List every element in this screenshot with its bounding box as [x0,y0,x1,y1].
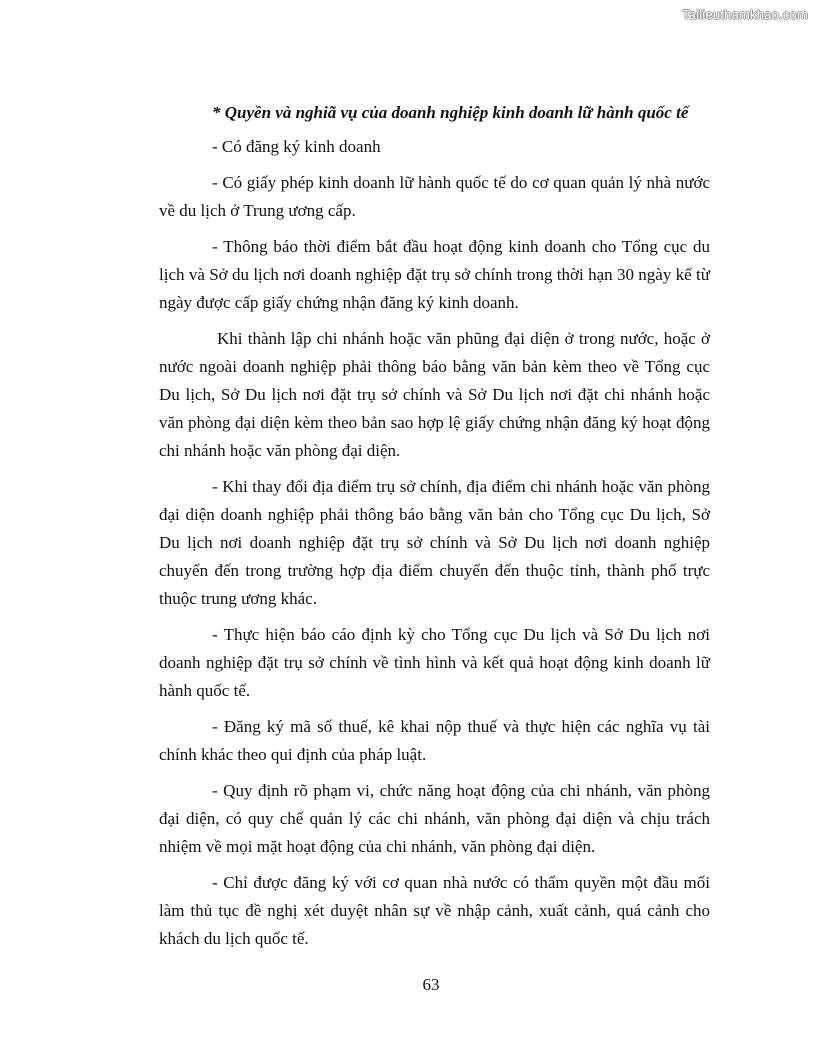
section-heading: * Quyền và nghiã vụ của doanh nghiệp kinh doanh lữ hành quốc tế [212,103,689,122]
watermark: Tailieuthamkhao.com [682,7,808,22]
paragraph-3: - Thông báo thời điểm bắt đầu hoạt động kinh doanh cho Tổng cục du lịch và Sở du lịch nơi doanh nghiệp đặt trụ sở chính trong thời hạn 30 ngày kể từ ngày được cấp giấy chứng nhận đăng ký kinh doanh. [159,237,710,312]
paragraph-8: - Quy định rõ phạm vi, chức năng hoạt động của chi nhánh, văn phòng đại diện, có quy chế quản lý các chi nhánh, văn phòng đại diện và chịu trách nhiệm về mọi mặt hoạt động của chi nhánh, văn phòng đại diện. [159,781,710,856]
document-body [159,99,710,961]
paragraph-5: - Khi thay đổi địa điểm trụ sở chính, địa điểm chi nhánh hoặc văn phòng đại diện doanh nghiệp phải thông báo bằng văn bản cho Tổng cục Du lịch, Sở Du lịch nơi doanh nghiệp đặt trụ sở chính và Sở Du lịch nơi doanh nghiệp chuyển đến trong trường hợp địa điểm chuyển đến thuộc tỉnh, thành phố trực thuộc trung ương khác. [159,477,710,608]
page-number: 63 [422,975,440,994]
paragraph-6: - Thực hiện báo cáo định kỳ cho Tổng cục Du lịch và Sở Du lịch nơi doanh nghiệp đặt trụ sở chính về tình hình và kết quả hoạt động kinh doanh lữ hành quốc tế. [159,625,710,700]
paragraph-1: - Có đăng ký kinh doanh [212,137,381,156]
paragraph-7: - Đăng ký mã số thuế, kê khai nộp thuế và thực hiện các nghĩa vụ tài chính khác theo qui định của pháp luật. [159,717,710,764]
paragraph-2: - Có giấy phép kinh doanh lữ hành quốc tế do cơ quan quản lý nhà nước về du lịch ở Trung ương cấp. [159,173,710,220]
paragraph-9: - Chỉ được đăng ký với cơ quan nhà nước có thẩm quyền một đầu mối làm thủ tục đề nghị xét duyệt nhân sự về nhập cảnh, xuất cảnh, quá cảnh cho khách du lịch quốc tế. [159,873,710,948]
paragraph-4: Khi thành lập chi nhánh hoặc văn phũng đại diện ở trong nước, hoặc ở nước ngoài doanh nghiệp phải thông báo bằng văn bản kèm theo về Tổng cục Du lịch, Sở Du lịch nơi đặt trụ sở chính và Sở Du lịch nơi đặt chi nhánh hoặc văn phòng đại diện kèm theo bản sao hợp lệ giấy chứng nhận đăng ký hoạt động chi nhánh hoặc văn phòng đại diện. [159,329,710,460]
